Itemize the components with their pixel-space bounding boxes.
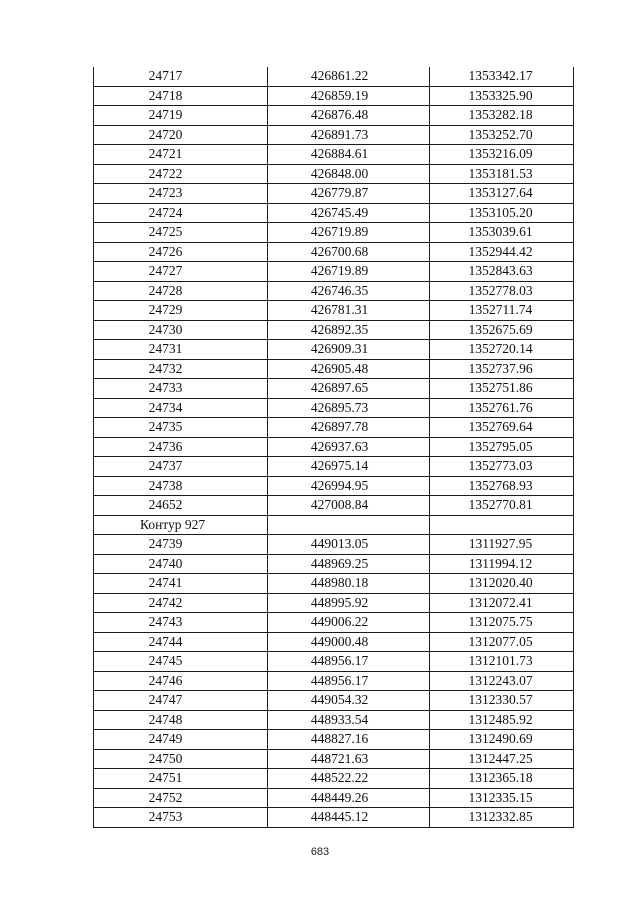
point-number-cell: 24720 [94, 125, 268, 145]
point-number-cell: 24722 [94, 164, 268, 184]
x-coordinate-cell: 426861.22 [268, 67, 430, 86]
point-number-cell: 24732 [94, 359, 268, 379]
x-coordinate-cell: 448956.17 [268, 671, 430, 691]
y-coordinate-cell: 1352769.64 [430, 418, 574, 438]
x-coordinate-cell: 448721.63 [268, 749, 430, 769]
x-coordinate-cell: 426909.31 [268, 340, 430, 360]
point-number-cell: 24717 [94, 67, 268, 86]
point-number-cell: 24725 [94, 223, 268, 243]
y-coordinate-cell: 1353252.70 [430, 125, 574, 145]
table-row [94, 340, 574, 360]
table-row [94, 476, 574, 496]
x-coordinate-cell: 426876.48 [268, 106, 430, 126]
table-row [94, 184, 574, 204]
point-number-cell: 24752 [94, 788, 268, 808]
x-coordinate-cell: 448449.26 [268, 788, 430, 808]
point-number-cell: 24721 [94, 145, 268, 165]
point-number-cell: 24741 [94, 574, 268, 594]
y-coordinate-cell: 1352773.03 [430, 457, 574, 477]
x-coordinate-cell: 448980.18 [268, 574, 430, 594]
x-coordinate-cell: 449000.48 [268, 632, 430, 652]
y-coordinate-cell: 1352675.69 [430, 320, 574, 340]
x-coordinate-cell: 426897.78 [268, 418, 430, 438]
point-number-cell: 24734 [94, 398, 268, 418]
point-number-cell: 24735 [94, 418, 268, 438]
y-coordinate-cell: 1312332.85 [430, 808, 574, 828]
x-coordinate-cell: 449006.22 [268, 613, 430, 633]
point-number-cell: 24753 [94, 808, 268, 828]
point-number-cell: 24740 [94, 554, 268, 574]
table-row [94, 788, 574, 808]
table-row [94, 613, 574, 633]
point-number-cell: 24738 [94, 476, 268, 496]
x-coordinate-cell: 426746.35 [268, 281, 430, 301]
x-coordinate-cell: 426884.61 [268, 145, 430, 165]
empty-cell [430, 515, 574, 535]
point-number-cell: 24728 [94, 281, 268, 301]
table-row [94, 730, 574, 750]
table-row [94, 398, 574, 418]
table-row [94, 164, 574, 184]
y-coordinate-cell: 1352768.93 [430, 476, 574, 496]
y-coordinate-cell: 1353039.61 [430, 223, 574, 243]
point-number-cell: 24726 [94, 242, 268, 262]
table-row [94, 554, 574, 574]
x-coordinate-cell: 426891.73 [268, 125, 430, 145]
y-coordinate-cell: 1352737.96 [430, 359, 574, 379]
y-coordinate-cell: 1352778.03 [430, 281, 574, 301]
x-coordinate-cell: 426897.65 [268, 379, 430, 399]
y-coordinate-cell: 1352720.14 [430, 340, 574, 360]
y-coordinate-cell: 1312490.69 [430, 730, 574, 750]
x-coordinate-cell: 448956.17 [268, 652, 430, 672]
x-coordinate-cell: 426892.35 [268, 320, 430, 340]
page-number: 683 [310, 846, 330, 858]
table-row [94, 125, 574, 145]
x-coordinate-cell: 427008.84 [268, 496, 430, 516]
y-coordinate-cell: 1352711.74 [430, 301, 574, 321]
table-row [94, 281, 574, 301]
x-coordinate-cell: 448827.16 [268, 730, 430, 750]
contour-label: Контур 927 [94, 515, 268, 535]
y-coordinate-cell: 1312075.75 [430, 613, 574, 633]
table-row [94, 223, 574, 243]
y-coordinate-cell: 1312077.05 [430, 632, 574, 652]
point-number-cell: 24724 [94, 203, 268, 223]
x-coordinate-cell: 426779.87 [268, 184, 430, 204]
point-number-cell: 24743 [94, 613, 268, 633]
y-coordinate-cell: 1353216.09 [430, 145, 574, 165]
y-coordinate-cell: 1312335.15 [430, 788, 574, 808]
table-row [94, 262, 574, 282]
y-coordinate-cell: 1352843.63 [430, 262, 574, 282]
y-coordinate-cell: 1352761.76 [430, 398, 574, 418]
x-coordinate-cell: 426719.89 [268, 223, 430, 243]
table-row [94, 242, 574, 262]
y-coordinate-cell: 1352944.42 [430, 242, 574, 262]
point-number-cell: 24727 [94, 262, 268, 282]
table-row [94, 106, 574, 126]
point-number-cell: 24744 [94, 632, 268, 652]
point-number-cell: 24746 [94, 671, 268, 691]
table-row [94, 652, 574, 672]
y-coordinate-cell: 1353105.20 [430, 203, 574, 223]
point-number-cell: 24719 [94, 106, 268, 126]
x-coordinate-cell: 449013.05 [268, 535, 430, 555]
point-number-cell: 24749 [94, 730, 268, 750]
table-row [94, 710, 574, 730]
table-row [94, 86, 574, 106]
x-coordinate-cell: 448933.54 [268, 710, 430, 730]
y-coordinate-cell: 1312447.25 [430, 749, 574, 769]
coordinates-table-body [94, 67, 574, 827]
x-coordinate-cell: 426895.73 [268, 398, 430, 418]
point-number-cell: 24750 [94, 749, 268, 769]
empty-cell [268, 515, 430, 535]
x-coordinate-cell: 448995.92 [268, 593, 430, 613]
table-row [94, 457, 574, 477]
table-row [94, 359, 574, 379]
x-coordinate-cell: 426848.00 [268, 164, 430, 184]
y-coordinate-cell: 1353325.90 [430, 86, 574, 106]
x-coordinate-cell: 449054.32 [268, 691, 430, 711]
table-row [94, 145, 574, 165]
table-row [94, 379, 574, 399]
y-coordinate-cell: 1312243.07 [430, 671, 574, 691]
table-row [94, 496, 574, 516]
y-coordinate-cell: 1312101.73 [430, 652, 574, 672]
table-row [94, 301, 574, 321]
table-row [94, 749, 574, 769]
x-coordinate-cell: 426975.14 [268, 457, 430, 477]
point-number-cell: 24730 [94, 320, 268, 340]
y-coordinate-cell: 1352795.05 [430, 437, 574, 457]
y-coordinate-cell: 1312485.92 [430, 710, 574, 730]
table-row [94, 67, 574, 86]
point-number-cell: 24739 [94, 535, 268, 555]
table-row [94, 691, 574, 711]
y-coordinate-cell: 1312020.40 [430, 574, 574, 594]
x-coordinate-cell: 426719.89 [268, 262, 430, 282]
y-coordinate-cell: 1311927.95 [430, 535, 574, 555]
table-row [94, 632, 574, 652]
x-coordinate-cell: 426994.95 [268, 476, 430, 496]
x-coordinate-cell: 426905.48 [268, 359, 430, 379]
point-number-cell: 24723 [94, 184, 268, 204]
y-coordinate-cell: 1353342.17 [430, 67, 574, 86]
point-number-cell: 24736 [94, 437, 268, 457]
point-number-cell: 24731 [94, 340, 268, 360]
table-row [94, 769, 574, 789]
x-coordinate-cell: 426937.63 [268, 437, 430, 457]
point-number-cell: 24748 [94, 710, 268, 730]
coordinates-table [93, 67, 574, 828]
x-coordinate-cell: 448445.12 [268, 808, 430, 828]
contour-header-row [94, 515, 574, 535]
x-coordinate-cell: 448969.25 [268, 554, 430, 574]
table-row [94, 808, 574, 828]
table-row [94, 593, 574, 613]
point-number-cell: 24751 [94, 769, 268, 789]
point-number-cell: 24733 [94, 379, 268, 399]
table-row [94, 320, 574, 340]
x-coordinate-cell: 426700.68 [268, 242, 430, 262]
y-coordinate-cell: 1312072.41 [430, 593, 574, 613]
x-coordinate-cell: 426781.31 [268, 301, 430, 321]
table-row [94, 535, 574, 555]
point-number-cell: 24718 [94, 86, 268, 106]
y-coordinate-cell: 1312365.18 [430, 769, 574, 789]
point-number-cell: 24729 [94, 301, 268, 321]
x-coordinate-cell: 426745.49 [268, 203, 430, 223]
table-row [94, 574, 574, 594]
table-row [94, 671, 574, 691]
y-coordinate-cell: 1352770.81 [430, 496, 574, 516]
x-coordinate-cell: 448522.22 [268, 769, 430, 789]
y-coordinate-cell: 1353282.18 [430, 106, 574, 126]
table-row [94, 203, 574, 223]
x-coordinate-cell: 426859.19 [268, 86, 430, 106]
table-row [94, 437, 574, 457]
y-coordinate-cell: 1312330.57 [430, 691, 574, 711]
point-number-cell: 24737 [94, 457, 268, 477]
y-coordinate-cell: 1311994.12 [430, 554, 574, 574]
point-number-cell: 24747 [94, 691, 268, 711]
point-number-cell: 24745 [94, 652, 268, 672]
y-coordinate-cell: 1353127.64 [430, 184, 574, 204]
point-number-cell: 24742 [94, 593, 268, 613]
y-coordinate-cell: 1352751.86 [430, 379, 574, 399]
y-coordinate-cell: 1353181.53 [430, 164, 574, 184]
table-row [94, 418, 574, 438]
point-number-cell: 24652 [94, 496, 268, 516]
